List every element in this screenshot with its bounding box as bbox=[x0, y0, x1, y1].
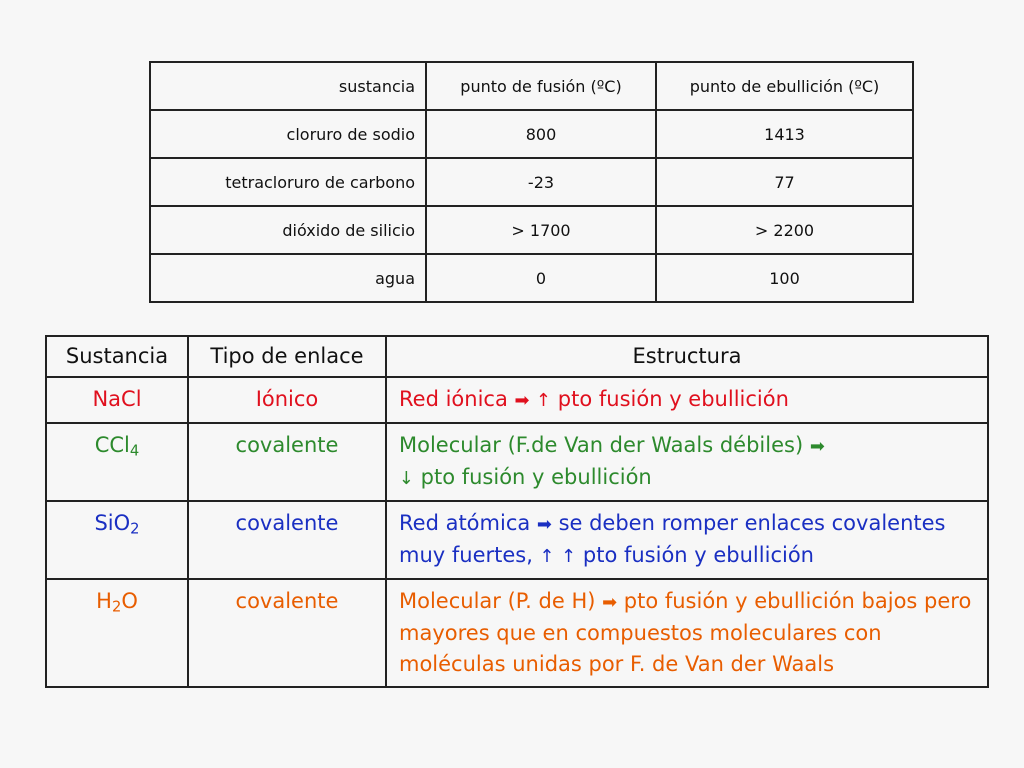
cell-melting: 0 bbox=[426, 254, 656, 302]
structure-h2o bbox=[386, 579, 988, 687]
header-bond-type: Tipo de enlace bbox=[188, 336, 386, 377]
table-row bbox=[150, 158, 913, 206]
formula-subscript: 2 bbox=[130, 520, 140, 538]
bond-ccl4: covalente bbox=[188, 423, 386, 501]
right-arrow-icon: ➡ bbox=[809, 436, 825, 457]
melting-boiling-points-table bbox=[149, 61, 914, 303]
cell-substance: dióxido de silicio bbox=[150, 206, 426, 254]
header-substance: Sustancia bbox=[46, 336, 188, 377]
cell-melting: > 1700 bbox=[426, 206, 656, 254]
cell-substance: cloruro de sodio bbox=[150, 110, 426, 158]
formula-text: O bbox=[121, 589, 138, 613]
formula-subscript: 4 bbox=[129, 442, 140, 460]
table-row-sio2 bbox=[46, 501, 988, 579]
formula-text: SiO bbox=[94, 511, 131, 535]
cell-melting: -23 bbox=[426, 158, 656, 206]
formula-text: H bbox=[96, 589, 112, 613]
right-arrow-icon: ➡ bbox=[602, 592, 618, 613]
formula-nacl: NaCl bbox=[46, 377, 188, 423]
table-row-h2o bbox=[46, 579, 988, 687]
structure-text: Red atómica bbox=[399, 511, 531, 535]
structure-text: pto fusión y ebullición bajos pero mayores que en compuestos moleculares con moléculas unidas por F. de Van der Waals bbox=[399, 589, 972, 676]
cell-boiling: > 2200 bbox=[656, 206, 913, 254]
table-row bbox=[150, 110, 913, 158]
bond-h2o: covalente bbox=[188, 579, 386, 687]
header-substance: sustancia bbox=[150, 62, 426, 110]
table-header-row bbox=[150, 62, 913, 110]
formula-sio2 bbox=[46, 501, 188, 579]
cell-substance: tetracloruro de carbono bbox=[150, 158, 426, 206]
header-boiling-point: punto de ebullición (ºC) bbox=[656, 62, 913, 110]
header-melting-point: punto de fusión (ºC) bbox=[426, 62, 656, 110]
formula-ccl4 bbox=[46, 423, 188, 501]
structure-text: se deben romper enlaces covalentes muy fuertes, bbox=[399, 511, 946, 567]
structure-nacl bbox=[386, 377, 988, 423]
structure-text: pto fusión y ebullición bbox=[582, 543, 814, 567]
right-arrow-icon: ➡ bbox=[514, 390, 530, 411]
structure-text: Red iónica bbox=[399, 387, 508, 411]
structure-text: pto fusión y ebullición bbox=[557, 387, 789, 411]
cell-substance: agua bbox=[150, 254, 426, 302]
table-row-nacl bbox=[46, 377, 988, 423]
cell-boiling: 1413 bbox=[656, 110, 913, 158]
up-arrow-icon: ↑ bbox=[536, 390, 552, 411]
table-row-ccl4 bbox=[46, 423, 988, 501]
structure-ccl4 bbox=[386, 423, 988, 501]
formula-subscript: 2 bbox=[111, 598, 122, 616]
formula-text: CCl bbox=[94, 433, 130, 457]
formula-h2o bbox=[46, 579, 188, 687]
cell-melting: 800 bbox=[426, 110, 656, 158]
table-row bbox=[150, 206, 913, 254]
cell-boiling: 77 bbox=[656, 158, 913, 206]
right-arrow-icon: ➡ bbox=[536, 514, 552, 535]
up-arrow-icon: ↑ bbox=[539, 546, 555, 567]
structure-text: Molecular (P. de H) bbox=[399, 589, 596, 613]
bond-nacl: Iónico bbox=[188, 377, 386, 423]
structure-text: pto fusión y ebullición bbox=[420, 465, 652, 489]
cell-boiling: 100 bbox=[656, 254, 913, 302]
structure-text: Molecular (F.de Van der Waals débiles) bbox=[399, 433, 804, 457]
header-structure: Estructura bbox=[386, 336, 988, 377]
up-arrow-icon: ↑ bbox=[561, 546, 577, 567]
table-header-row bbox=[46, 336, 988, 377]
bond-sio2: covalente bbox=[188, 501, 386, 579]
structure-sio2 bbox=[386, 501, 988, 579]
down-arrow-icon: ↓ bbox=[399, 468, 414, 489]
table-row bbox=[150, 254, 913, 302]
bond-structure-table bbox=[45, 335, 989, 688]
